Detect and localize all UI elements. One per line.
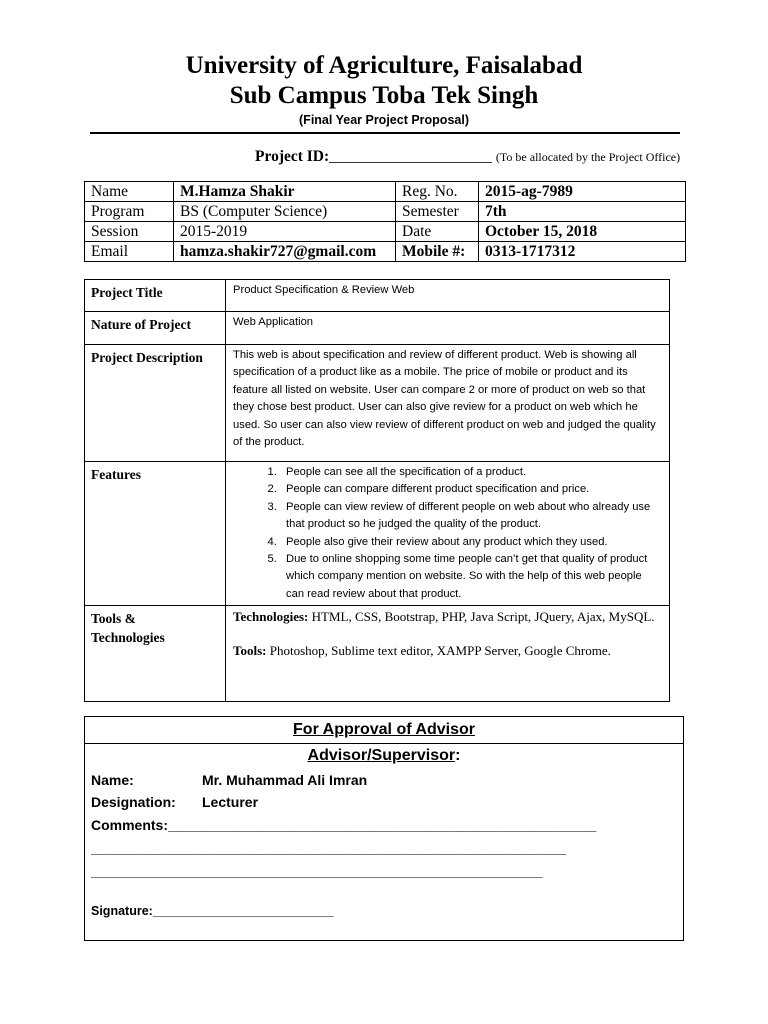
info-key: Email [85, 242, 174, 262]
project-id-blank: _____________________ [329, 148, 492, 165]
features-cell [226, 462, 670, 606]
signature-line: __________________________ [152, 904, 334, 918]
info-value: 2015-2019 [174, 222, 396, 242]
table-row [85, 462, 670, 606]
info-value: M.Hamza Shakir [174, 182, 396, 202]
project-id-line [255, 148, 680, 166]
table-row [85, 202, 686, 222]
student-info-table [84, 181, 686, 262]
project-description-value: This web is about specification and review of different product. Web is showing all specification of a product like as a mobile. The price of mobile or product and its feature all listed on website. User can compare 2 or more of product on web so that they chose best product. User can also give review for a product on web which he used. So user can also view review of different product on web and judged the quality of the product. [226, 345, 670, 462]
header-rule [90, 132, 680, 134]
project-title-value: Product Specification & Review Web [226, 280, 670, 312]
advisor-name-value: Mr. Muhammad Ali Imran [202, 772, 368, 788]
project-id-label: Project ID: [255, 148, 330, 165]
tools-technologies-value [226, 606, 670, 702]
info-value: October 15, 2018 [479, 222, 686, 242]
info-value: 2015-ag-7989 [479, 182, 686, 202]
tools-value: Photoshop, Sublime text editor, XAMPP Server, Google Chrome. [266, 643, 611, 659]
project-details-table [84, 279, 670, 702]
project-nature-label: Nature of Project [85, 312, 226, 345]
list-item: 4. People also give their review about any product which they used. [280, 534, 662, 551]
approval-heading: For Approval of Advisor [293, 721, 475, 738]
advisor-approval-box [84, 716, 684, 941]
tools-label: Tools: [233, 643, 267, 659]
advisor-name-row [91, 772, 367, 788]
project-description-label: Project Description [85, 345, 226, 462]
info-key: Semester [396, 202, 479, 222]
tools-technologies-label [85, 606, 226, 702]
table-row [85, 280, 670, 312]
features-label: Features [85, 462, 226, 606]
comments-line-2: _____________________________________________________________ [91, 840, 566, 856]
comments-label: Comments: [91, 817, 169, 833]
info-key: Name [85, 182, 174, 202]
advisor-heading-text: Advisor/Supervisor [307, 747, 456, 764]
technologies-label: Technologies: [233, 609, 309, 625]
info-key: Reg. No. [396, 182, 479, 202]
advisor-name-label: Name: [91, 772, 134, 788]
list-item: 5. Due to online shopping some time people can’t get that quality of product which company mention on website. So with the help of this web people can read review about that product. [280, 551, 662, 603]
table-row [85, 182, 686, 202]
tools-line [233, 642, 662, 659]
comments-line-3: __________________________________________________________ [91, 863, 543, 879]
info-value: BS (Computer Science) [174, 202, 396, 222]
tools-label-line1: Tools & [91, 611, 136, 627]
technologies-value: HTML, CSS, Bootstrap, PHP, Java Script, JQuery, Ajax, MySQL. [308, 609, 655, 625]
signature-row [91, 904, 334, 918]
list-item: 2. People can compare different product specification and price. [280, 481, 662, 498]
info-value: hamza.shakir727@gmail.com [174, 242, 396, 262]
technologies-line [233, 608, 662, 625]
approval-divider [85, 743, 683, 744]
university-title: University of Agriculture, Faisalabad [185, 52, 583, 79]
features-list [233, 464, 662, 603]
list-item: 1. People can see all the specification of a product. [280, 464, 662, 481]
comments-line-1: _______________________________________________________ [168, 817, 597, 833]
advisor-designation-label: Designation: [91, 794, 176, 810]
info-value: 0313-1717312 [479, 242, 686, 262]
list-item: 3. People can view review of different people on web about who already use that product so he judged the quality of the product. [280, 499, 662, 534]
campus-title: Sub Campus Toba Tek Singh [229, 82, 539, 109]
table-row [85, 345, 670, 462]
info-value: 7th [479, 202, 686, 222]
table-row [85, 606, 670, 702]
signature-label: Signature: [91, 904, 153, 918]
info-key: Mobile #: [396, 242, 479, 262]
project-title-label: Project Title [85, 280, 226, 312]
tools-label-line2: Technologies [91, 630, 165, 646]
table-row [85, 222, 686, 242]
comments-row [91, 817, 671, 833]
project-id-note: (To be allocated by the Project Office) [495, 150, 681, 164]
advisor-heading-colon: : [455, 747, 461, 764]
table-row [85, 242, 686, 262]
advisor-designation-value: Lecturer [202, 794, 259, 810]
document-subtitle: (Final Year Project Proposal) [299, 113, 469, 127]
advisor-heading [85, 747, 683, 765]
info-key: Date [396, 222, 479, 242]
table-row [85, 312, 670, 345]
project-nature-value: Web Application [226, 312, 670, 345]
info-key: Session [85, 222, 174, 242]
advisor-designation-row [91, 794, 258, 810]
info-key: Program [85, 202, 174, 222]
